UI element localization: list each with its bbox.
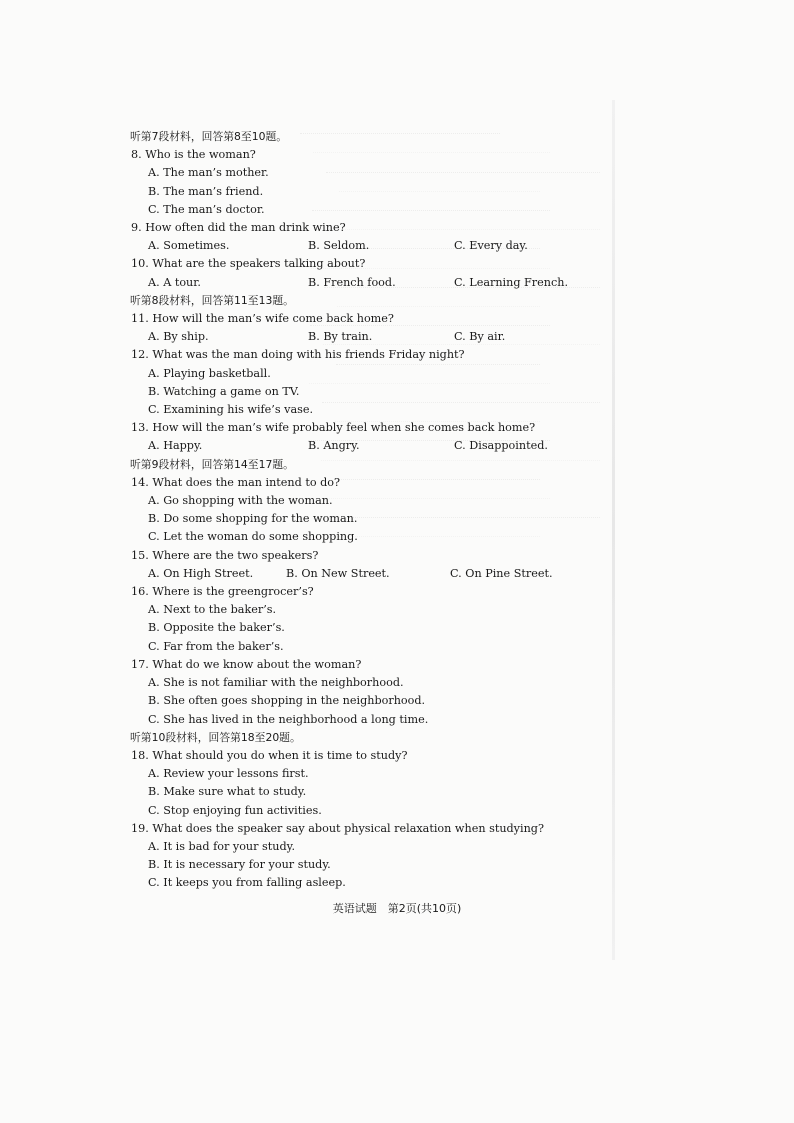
answer-option: A. Next to the baker’s.	[148, 603, 277, 617]
answer-option: C. She has lived in the neighborhood a long time.	[148, 712, 429, 726]
answer-option: A. Review your lessons first.	[148, 767, 309, 781]
answer-option: C. Stop enjoying fun activities.	[148, 803, 322, 817]
answer-option: B. It is necessary for your study.	[148, 858, 331, 872]
answer-options-row	[130, 237, 600, 255]
answer-option: C. By air.	[454, 330, 506, 344]
answer-option: B. Do some shopping for the woman.	[148, 512, 358, 526]
answer-option: B. She often goes shopping in the neighborhood.	[148, 694, 426, 708]
answer-option: C. The man’s doctor.	[148, 202, 265, 216]
section-header: 听第7段材料，回答第8至10题。	[130, 130, 288, 143]
answer-option: C. Examining his wife’s vase.	[148, 403, 314, 417]
question-stem: 15. Where are the two speakers?	[131, 548, 319, 562]
listening-questions	[130, 128, 600, 893]
answer-options-row	[130, 437, 600, 455]
question-stem: 18. What should you do when it is time to study?	[131, 748, 408, 762]
answer-option: C. Disappointed.	[454, 439, 548, 453]
answer-option: B. Seldom.	[308, 239, 370, 253]
answer-option: A. A tour.	[148, 275, 201, 289]
section-header: 听第9段材料，回答第14至17题。	[130, 457, 294, 471]
question-stem: 19. What does the speaker say about physical relaxation when studying?	[131, 821, 544, 835]
answer-option: B. Watching a game on TV.	[148, 384, 300, 398]
answer-option: A. Happy.	[148, 439, 203, 453]
question-stem: 13. How will the man’s wife probably feel when she comes back home?	[131, 421, 536, 435]
answer-option: A. Go shopping with the woman.	[148, 494, 333, 508]
answer-option: A. She is not familiar with the neighborhood.	[148, 676, 404, 690]
question-stem: 8. Who is the woman?	[131, 148, 256, 162]
section-header: 听第8段材料，回答第11至13题。	[130, 293, 294, 307]
answer-option: A. It is bad for your study.	[148, 839, 296, 853]
answer-option: A. Playing basketball.	[148, 366, 271, 380]
answer-option: A. On High Street.	[148, 566, 254, 580]
answer-option: C. Let the woman do some shopping.	[148, 530, 358, 544]
question-stem: 12. What was the man doing with his friends Friday night?	[131, 348, 465, 362]
answer-option: C. Every day.	[454, 239, 528, 253]
answer-option: A. By ship.	[148, 330, 209, 344]
question-stem: 9. How often did the man drink wine?	[131, 221, 346, 235]
question-stem: 16. Where is the greengrocer’s?	[131, 585, 314, 599]
answer-option: B. French food.	[308, 275, 396, 289]
answer-option: B. Make sure what to study.	[148, 785, 307, 799]
answer-option: C. Learning French.	[454, 275, 569, 289]
answer-option: B. Opposite the baker’s.	[148, 621, 285, 635]
answer-option: B. On New Street.	[286, 566, 390, 580]
question-stem: 10. What are the speakers talking about?	[131, 257, 366, 271]
answer-options-row	[130, 274, 600, 292]
answer-option: C. It keeps you from falling asleep.	[148, 876, 346, 890]
answer-option: B. Angry.	[308, 439, 360, 453]
section-header: 听第10段材料，回答第18至20题。	[130, 730, 301, 744]
answer-options-row	[130, 565, 600, 583]
page-footer: 英语试题 第2页(共10页)	[332, 902, 462, 915]
answer-option: A. The man’s mother.	[148, 166, 269, 180]
answer-option: B. By train.	[308, 330, 373, 344]
question-stem: 14. What does the man intend to do?	[131, 475, 341, 489]
answer-option: B. The man’s friend.	[148, 184, 264, 198]
answer-option: A. Sometimes.	[148, 239, 230, 253]
answer-options-row	[130, 328, 600, 346]
question-stem: 11. How will the man’s wife come back home?	[131, 312, 394, 326]
answer-option: C. On Pine Street.	[450, 566, 553, 580]
question-stem: 17. What do we know about the woman?	[131, 657, 362, 671]
answer-option: C. Far from the baker’s.	[148, 639, 284, 653]
